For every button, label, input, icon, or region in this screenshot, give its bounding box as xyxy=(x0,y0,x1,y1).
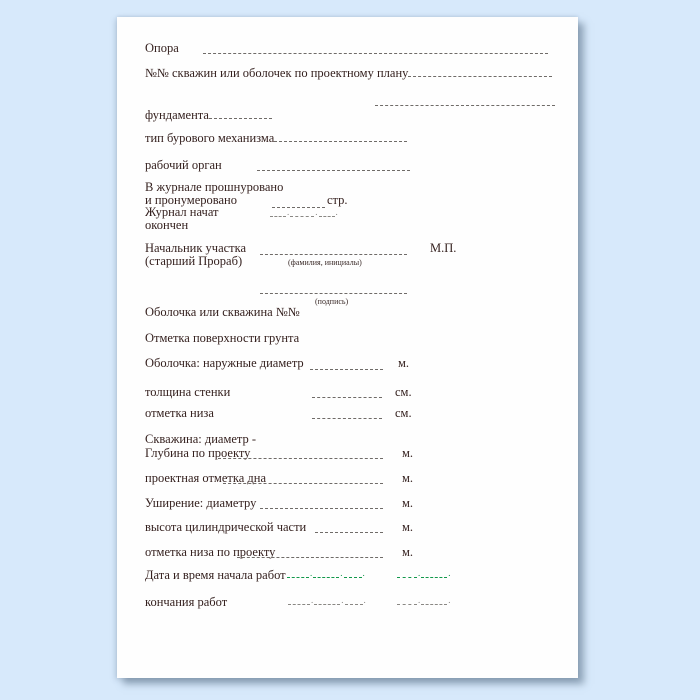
project-bottom-mark-blank xyxy=(223,483,383,484)
date-dash xyxy=(313,571,339,578)
date-dash xyxy=(421,571,447,578)
date-dot: . xyxy=(311,595,314,605)
support-label: Опора xyxy=(145,41,179,55)
date-dot: . xyxy=(362,568,365,578)
date-dash xyxy=(421,598,447,605)
wall-thickness-blank xyxy=(312,397,382,398)
chief-label-2: (старший Прораб) xyxy=(145,254,243,268)
shell-outer-diameter-blank xyxy=(310,369,383,370)
date-dot: . xyxy=(363,595,366,605)
date-dot: . xyxy=(287,207,290,217)
date-dash xyxy=(397,598,417,605)
wells-blank-line xyxy=(408,74,552,77)
date-dash xyxy=(270,210,286,217)
date-dot: . xyxy=(315,207,318,217)
unit-cm: см. xyxy=(395,385,412,399)
shell-outer-diameter-label: Оболочка: наружные диаметр xyxy=(145,356,304,370)
date-dash xyxy=(314,598,340,605)
unit-m: м. xyxy=(402,446,414,460)
widening-diameter-label: Уширение: диаметру xyxy=(145,496,257,510)
support-blank-line xyxy=(203,53,548,54)
widening-diameter-blank xyxy=(260,508,383,509)
working-organ-blank-line xyxy=(257,170,410,171)
date-dot: . xyxy=(448,568,451,578)
project-bottom-mark-label: проектная отметка дна xyxy=(145,471,266,485)
work-end-date-blank xyxy=(288,595,367,605)
drill-type-blank-line xyxy=(274,139,407,142)
foundation-label: фундамента xyxy=(145,108,209,122)
work-start-label: Дата и время начала работ xyxy=(145,568,286,582)
project-depth-blank xyxy=(218,458,383,459)
date-dot: . xyxy=(340,568,343,578)
date-dash xyxy=(290,210,314,217)
chief-label-1: Начальник участка xyxy=(145,241,247,255)
bottom-mark-project-label: отметка низа по проекту xyxy=(145,545,276,559)
journal-date-blank xyxy=(270,207,339,217)
date-dash xyxy=(288,598,310,605)
date-dot: . xyxy=(448,595,451,605)
stamp-label: М.П. xyxy=(430,241,457,255)
work-start-time-blank xyxy=(397,568,452,578)
date-dot: . xyxy=(310,568,313,578)
bottom-mark-project-blank xyxy=(237,557,383,558)
shell-or-well-label: Оболочка или скважина №№ xyxy=(145,305,300,319)
date-dash xyxy=(345,598,363,605)
working-organ-label: рабочий орган xyxy=(145,158,222,172)
name-hint: (фамилия, инициалы) xyxy=(288,258,362,267)
work-start-date-blank xyxy=(287,568,366,578)
signature-hint: (подпись) xyxy=(315,297,349,306)
foundation-blank-line xyxy=(209,116,272,119)
unit-cm: см. xyxy=(395,406,412,420)
work-end-label: кончания работ xyxy=(145,595,228,609)
date-dot: . xyxy=(335,207,338,217)
foundation-row xyxy=(145,108,272,123)
journal-finished-label: окончен xyxy=(145,218,189,232)
journal-pages-unit: стр. xyxy=(327,193,348,207)
cylinder-height-label: высота цилиндрической части xyxy=(145,520,307,534)
unit-m: м. xyxy=(398,356,410,370)
unit-m: м. xyxy=(402,496,414,510)
date-dash xyxy=(344,571,362,578)
ground-level-label: Отметка поверхности грунта xyxy=(145,331,300,345)
journal-bound-label-1: В журнале прошнуровано xyxy=(145,180,284,194)
drill-type-row xyxy=(145,131,407,146)
drill-type-label: тип бурового механизма xyxy=(145,131,275,145)
wells-blank-line-2 xyxy=(375,105,555,106)
unit-m: м. xyxy=(402,520,414,534)
project-depth-label: Глубина по проекту xyxy=(145,446,251,460)
well-diameter-label: Скважина: диаметр - xyxy=(145,432,257,446)
bottom-mark-blank xyxy=(312,418,382,419)
journal-started-label: Журнал начат xyxy=(145,205,219,219)
unit-m: м. xyxy=(402,545,414,559)
document-page xyxy=(117,17,578,678)
unit-m: м. xyxy=(402,471,414,485)
wall-thickness-label: толщина стенки xyxy=(145,385,231,399)
date-dash xyxy=(287,571,309,578)
signature-blank-line xyxy=(260,293,407,294)
date-dash xyxy=(397,571,417,578)
date-dot: . xyxy=(418,568,421,578)
date-dot: . xyxy=(341,595,344,605)
date-dot: . xyxy=(418,595,421,605)
work-end-time-blank xyxy=(397,595,452,605)
wells-label: №№ скважин или оболочек по проектному плану xyxy=(145,66,409,80)
date-dash xyxy=(319,210,335,217)
bottom-mark-label: отметка низа xyxy=(145,406,214,420)
journal-bound-label-2: и пронумеровано xyxy=(145,193,237,207)
wells-row xyxy=(145,66,552,81)
cylinder-height-blank xyxy=(315,532,383,533)
chief-name-blank-line xyxy=(260,254,407,255)
